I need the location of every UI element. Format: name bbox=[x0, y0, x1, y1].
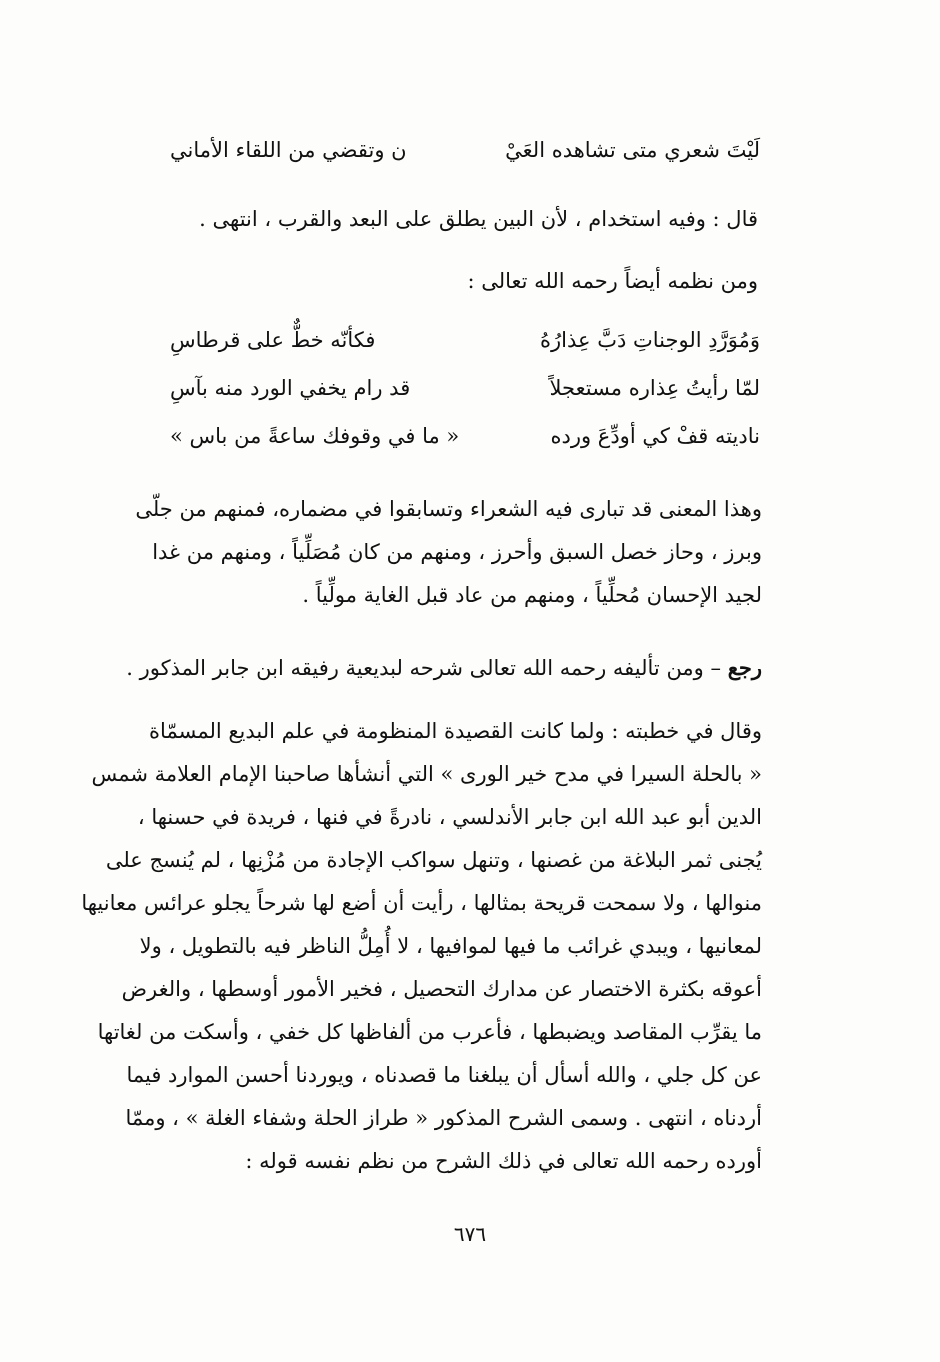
hemistich-second: قد رام يخفي الورد منه بآسِ bbox=[170, 376, 411, 400]
text-line: الدين أبو عبد الله ابن جابر الأندلسي ، نادرةً في فنها ، فريدة في حسنها ، bbox=[137, 805, 762, 829]
text-line: عن كل جلي ، والله أسأل أن يبلغنا ما قصدناه ، ويوردنا أحسن الموارد فيما bbox=[126, 1063, 762, 1087]
text-line: ومن نظمه أيضاً رحمه الله تعالى : bbox=[467, 269, 758, 293]
section-lead: رجع bbox=[727, 655, 762, 680]
text-line: وقال في خطبته : ولما كانت القصيدة المنظومة في علم البديع المسمّاة bbox=[149, 719, 762, 743]
section-text: – ومن تأليفه رحمه الله تعالى شرحه لبديعية رفيقه ابن جابر المذكور . bbox=[126, 656, 728, 680]
page-number: ٦٧٦ bbox=[453, 1222, 487, 1246]
text-line: ما يقرِّب المقاصد ويضبطها ، فأعرب من ألفاظها كل خفي ، وأسكت من لغاتها bbox=[97, 1020, 762, 1044]
text-line: أعوقه بكثرة الاختصار عن مدارك التحصيل ، فخير الأمور أوسطها ، والغرض bbox=[121, 977, 762, 1001]
poem-verse bbox=[170, 318, 760, 362]
text-line: أورده رحمه الله تعالى في ذلك الشرح من نظم نفسه قوله : bbox=[245, 1149, 762, 1173]
poem-verse bbox=[170, 414, 760, 458]
hemistich-first: وَمُوَرَّدِ الوجناتِ دَبَّ عِذارُهُ bbox=[540, 328, 760, 352]
text-line: أردناه ، انتهى . وسمى الشرح المذكور « طراز الحلة وشفاء الغلة » ، وممّا bbox=[125, 1106, 762, 1130]
poem-verse bbox=[170, 366, 760, 410]
hemistich-first: لَيْتَ شعري متى تشاهده العَيْ bbox=[505, 138, 760, 162]
paragraph bbox=[135, 488, 762, 617]
text-line: منوالها ، ولا سمحت قريحة بمثالها ، رأيت أن أضع لها شرحاً يجلو عرائس معانيها bbox=[81, 891, 762, 915]
text-line: « بالحلة السيرا في مدح خير الورى » التي أنشأها صاحبنا الإمام العلامة شمس bbox=[91, 762, 762, 786]
hemistich-second: ن وتقضي من اللقاء الأماني bbox=[170, 138, 407, 162]
hemistich-first: ناديته قفْ كي أودِّعَ ورده bbox=[550, 424, 760, 448]
verse-opening bbox=[170, 128, 760, 172]
hemistich-second: « ما في وقوفك ساعةً من باس » bbox=[170, 424, 460, 448]
text-line: لجيد الإحسان مُحلِّياً ، ومنهم من عاد قبل الغاية مولِّياً . bbox=[302, 583, 762, 607]
text-line bbox=[126, 646, 762, 689]
text-line: قال : وفيه استخدام ، لأن البين يطلق على البعد والقرب ، انتهى . bbox=[199, 207, 758, 231]
poem-intro-line bbox=[166, 260, 758, 303]
hemistich-first: لمّا رأيتُ عِذاره مستعجلاً bbox=[549, 376, 760, 400]
text-line: وهذا المعنى قد تبارى فيه الشعراء وتسابقوا في مضماره، فمنهم من جلّى bbox=[135, 497, 762, 521]
text-line: يُجنى ثمر البلاغة من غصنها ، وتنهل سواكب الإجادة من مُزْنِها ، لم يُنسج على bbox=[105, 848, 762, 872]
hemistich-second: فكأنّه خطٌّ على قرطاسِ bbox=[170, 328, 376, 352]
text-line: وبرز ، وحاز خصل السبق وأحرز ، ومنهم من كان مُصَلِّياً ، ومنهم من غدا bbox=[152, 540, 762, 564]
commentary-line bbox=[166, 198, 758, 241]
paragraph bbox=[81, 710, 762, 1183]
text-line: لمعانيها ، ويبدي غرائب ما فيها لموافيها ، لا أُمِلُّ الناظر فيه بالتطويل ، ولا bbox=[139, 934, 762, 958]
section-line bbox=[126, 646, 762, 689]
